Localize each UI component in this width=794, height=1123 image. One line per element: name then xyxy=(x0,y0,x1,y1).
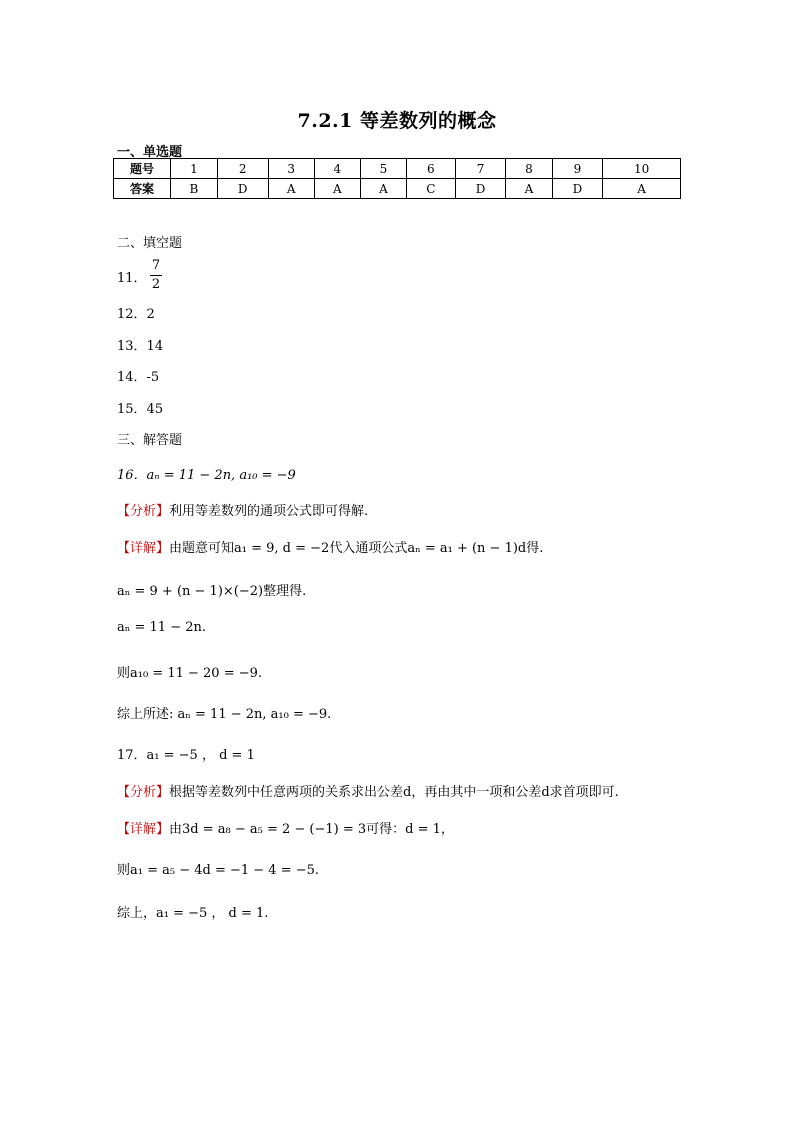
section-solutions: 三、解答题 xyxy=(117,433,183,448)
table-cell: 2 xyxy=(217,159,268,179)
q14-answer: 14．-5 xyxy=(117,370,160,385)
table-cell: 4 xyxy=(314,159,360,179)
table-cell: 6 xyxy=(407,159,456,179)
q16-answer: 16．aₙ = 11 − 2n, a₁₀ = −9 xyxy=(117,468,296,483)
q17-detail-3: 综上，a₁ = −5 ， d = 1. xyxy=(117,906,269,921)
table-header-question-no: 题号 xyxy=(114,159,171,179)
analysis-text: 根据等差数列中任意两项的关系求出公差d，再由其中一项和公差d求首项即可. xyxy=(169,785,619,800)
table-cell: A xyxy=(314,179,360,199)
table-cell: D xyxy=(217,179,268,199)
table-cell: 7 xyxy=(455,159,506,179)
table-header-answer: 答案 xyxy=(114,179,171,199)
q16-detail-5: 综上所述: aₙ = 11 − 2n, a₁₀ = −9. xyxy=(117,707,332,722)
detail-text: 由题意可知a₁ = 9, d = −2代入通项公式aₙ = a₁ + (n − 1)d得. xyxy=(169,541,544,556)
fraction-bar xyxy=(150,275,162,276)
q13-answer: 13．14 xyxy=(117,339,164,354)
section-single-choice: 一、单选题 xyxy=(117,145,183,160)
table-cell: A xyxy=(360,179,406,199)
table-cell: D xyxy=(455,179,506,199)
table-cell: 10 xyxy=(603,159,681,179)
table-cell: D xyxy=(552,179,603,199)
q16-detail-3: aₙ = 11 − 2n. xyxy=(117,620,207,635)
table-cell: 5 xyxy=(360,159,406,179)
table-cell: A xyxy=(506,179,552,199)
analysis-tag: 【分析】 xyxy=(117,785,170,800)
detail-tag: 【详解】 xyxy=(117,822,170,837)
q17-detail-2: 则a₁ = a₅ − 4d = −1 − 4 = −5. xyxy=(117,863,320,878)
q17-detail-1 xyxy=(117,818,454,837)
detail-tag: 【详解】 xyxy=(117,541,170,556)
table-cell: B xyxy=(171,179,218,199)
fraction-denominator: 2 xyxy=(151,277,161,292)
table-cell: 1 xyxy=(171,159,218,179)
q17-answer: 17．a₁ = −5 ， d = 1 xyxy=(117,748,255,763)
q16-analysis xyxy=(117,500,368,519)
table-row xyxy=(114,159,681,179)
analysis-text: 利用等差数列的通项公式即可得解. xyxy=(169,504,369,519)
section-fill-in: 二、填空题 xyxy=(117,236,183,251)
table-cell: 9 xyxy=(552,159,603,179)
q16-detail-4: 则a₁₀ = 11 − 20 = −9. xyxy=(117,666,263,681)
document-title: 7.2.1 等差数列的概念 xyxy=(297,110,497,132)
q15-answer: 15．45 xyxy=(117,402,164,417)
analysis-tag: 【分析】 xyxy=(117,504,170,519)
q16-detail-1 xyxy=(117,537,543,556)
answer-table xyxy=(113,158,681,199)
q11-label: 11． xyxy=(117,271,147,286)
q12-answer: 12．2 xyxy=(117,307,155,322)
table-cell: A xyxy=(268,179,314,199)
table-row xyxy=(114,179,681,199)
table-cell: A xyxy=(603,179,681,199)
detail-text: 由3d = a₈ − a₅ = 2 − (−1) = 3可得：d = 1， xyxy=(169,822,454,837)
q11-fraction xyxy=(150,258,162,293)
table-cell: C xyxy=(407,179,456,199)
q17-analysis xyxy=(117,781,619,800)
table-cell: 3 xyxy=(268,159,314,179)
fraction-numerator: 7 xyxy=(151,258,161,273)
q16-detail-2: aₙ = 9 + (n − 1)×(−2)整理得. xyxy=(117,584,307,599)
table-cell: 8 xyxy=(506,159,552,179)
